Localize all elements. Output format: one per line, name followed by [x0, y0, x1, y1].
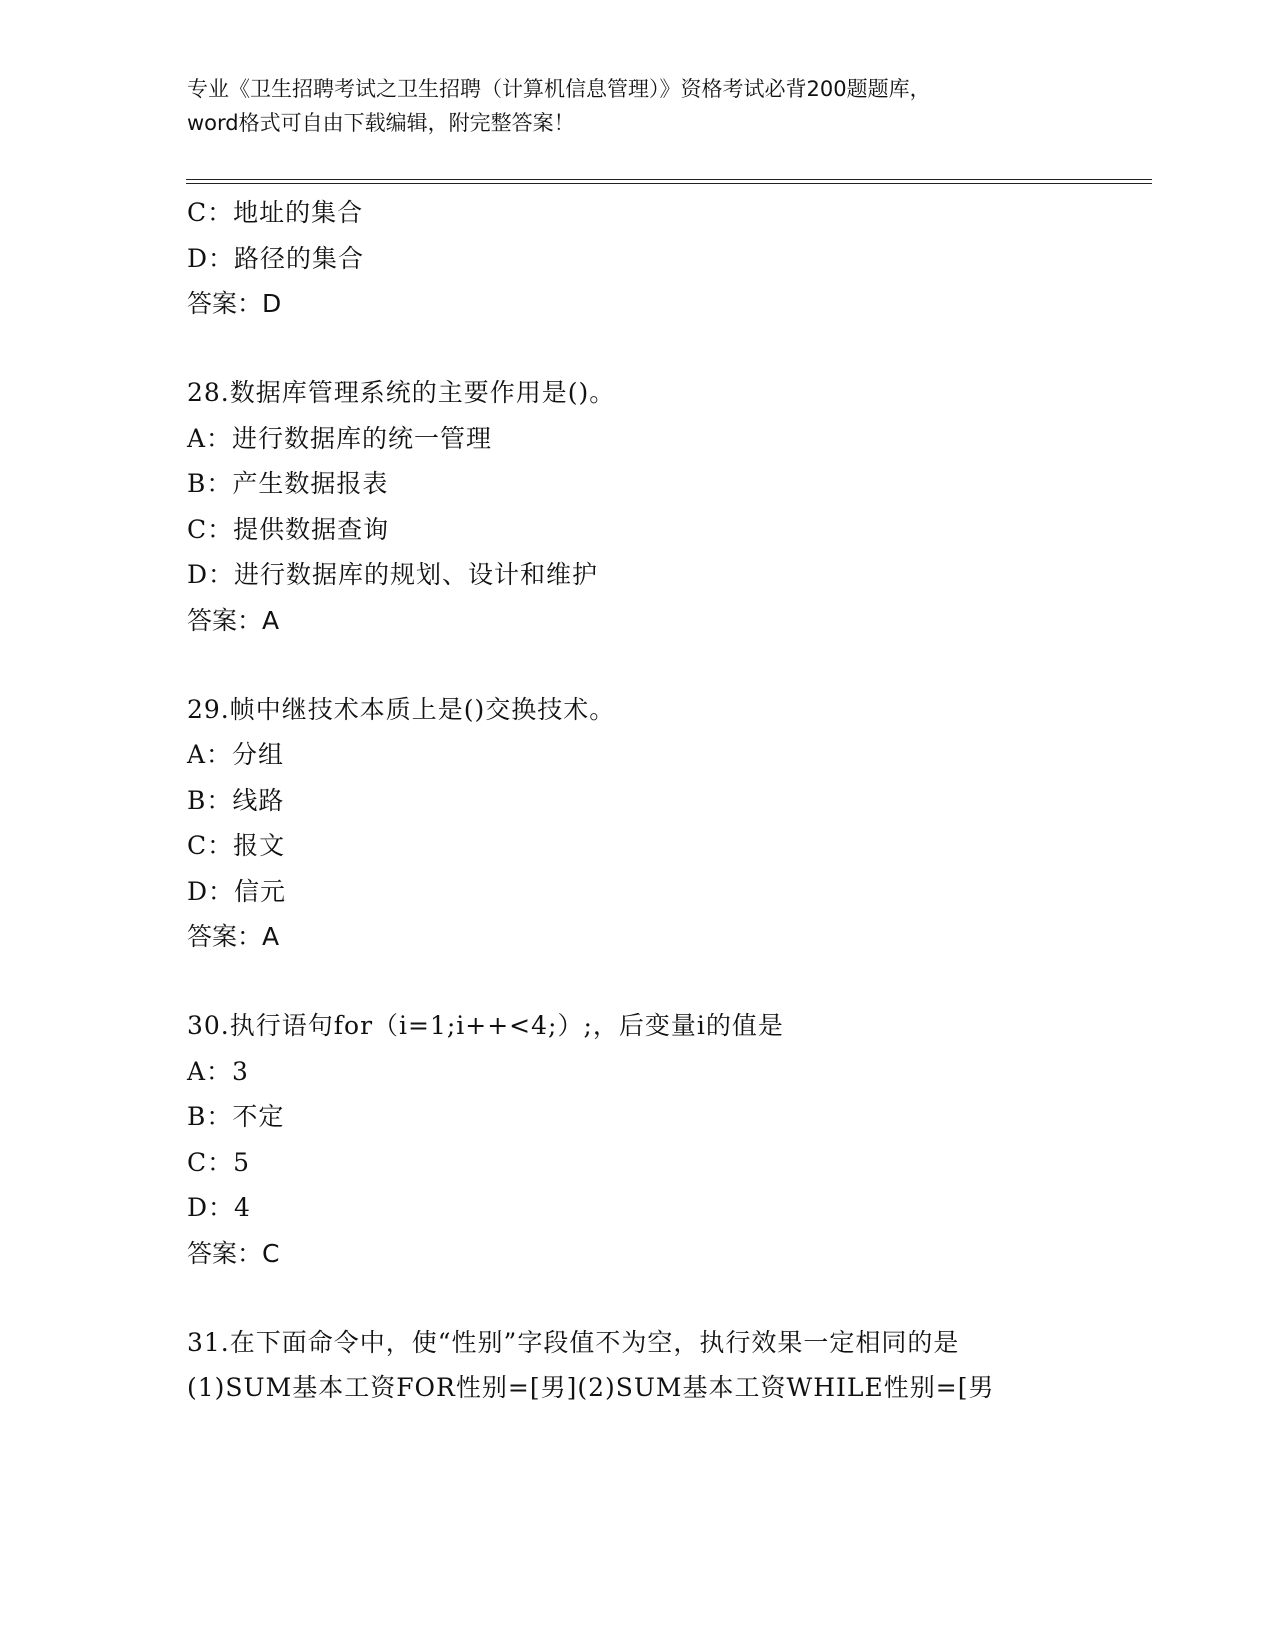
option-b: B：不定: [187, 1102, 285, 1131]
header-rule-top: [186, 179, 1152, 180]
header-line-2: word格式可自由下载编辑，附完整答案！: [187, 111, 575, 135]
option-c: C：地址的集合: [187, 198, 364, 227]
option-c: C：报文: [187, 831, 286, 860]
question-text: 28.数据库管理系统的主要作用是()。: [187, 378, 616, 407]
header-line-1: 专业《卫生招聘考试之卫生招聘（计算机信息管理）》资格考试必背200题题库，: [187, 77, 931, 101]
question-block-29: [187, 687, 1147, 961]
answer-line: 答案：A: [187, 605, 280, 635]
question-text: 29.帧中继技术本质上是()交换技术。: [187, 694, 616, 724]
option-a: A：进行数据库的统一管理: [187, 423, 493, 453]
option-a: A：分组: [187, 740, 285, 769]
option-d: D：信元: [187, 876, 287, 906]
option-d: D：进行数据库的规划、设计和维护: [187, 560, 599, 589]
question-block-31: [187, 1320, 1147, 1411]
answer-line: 答案：D: [187, 289, 282, 318]
option-d: D：路径的集合: [187, 243, 365, 273]
option-b: B：线路: [187, 785, 285, 815]
answer-line: 答案：C: [187, 1238, 280, 1268]
question-text-continued: (1)SUM基本工资FOR性别=[男](2)SUM基本工资WHILE性别=[男: [187, 1373, 995, 1402]
option-c: C：5: [187, 1147, 251, 1177]
question-block-28: [187, 370, 1147, 644]
question-list: [187, 190, 1147, 1411]
option-d: D：4: [187, 1193, 251, 1222]
document-header: [187, 72, 1087, 140]
answer-line: 答案：A: [187, 922, 280, 951]
question-text: 31.在下面命令中，使“性别”字段值不为空，执行效果一定相同的是: [187, 1327, 960, 1357]
question-block-prev: [187, 190, 1147, 327]
option-b: B：产生数据报表: [187, 469, 389, 498]
header-rule-bottom: [186, 183, 1152, 184]
question-text: 30.执行语句for（i=1;i++<4;）;，后变量i的值是: [187, 1011, 784, 1040]
option-a: A：3: [187, 1056, 249, 1086]
option-c: C：提供数据查询: [187, 514, 390, 544]
question-block-30: [187, 1003, 1147, 1277]
